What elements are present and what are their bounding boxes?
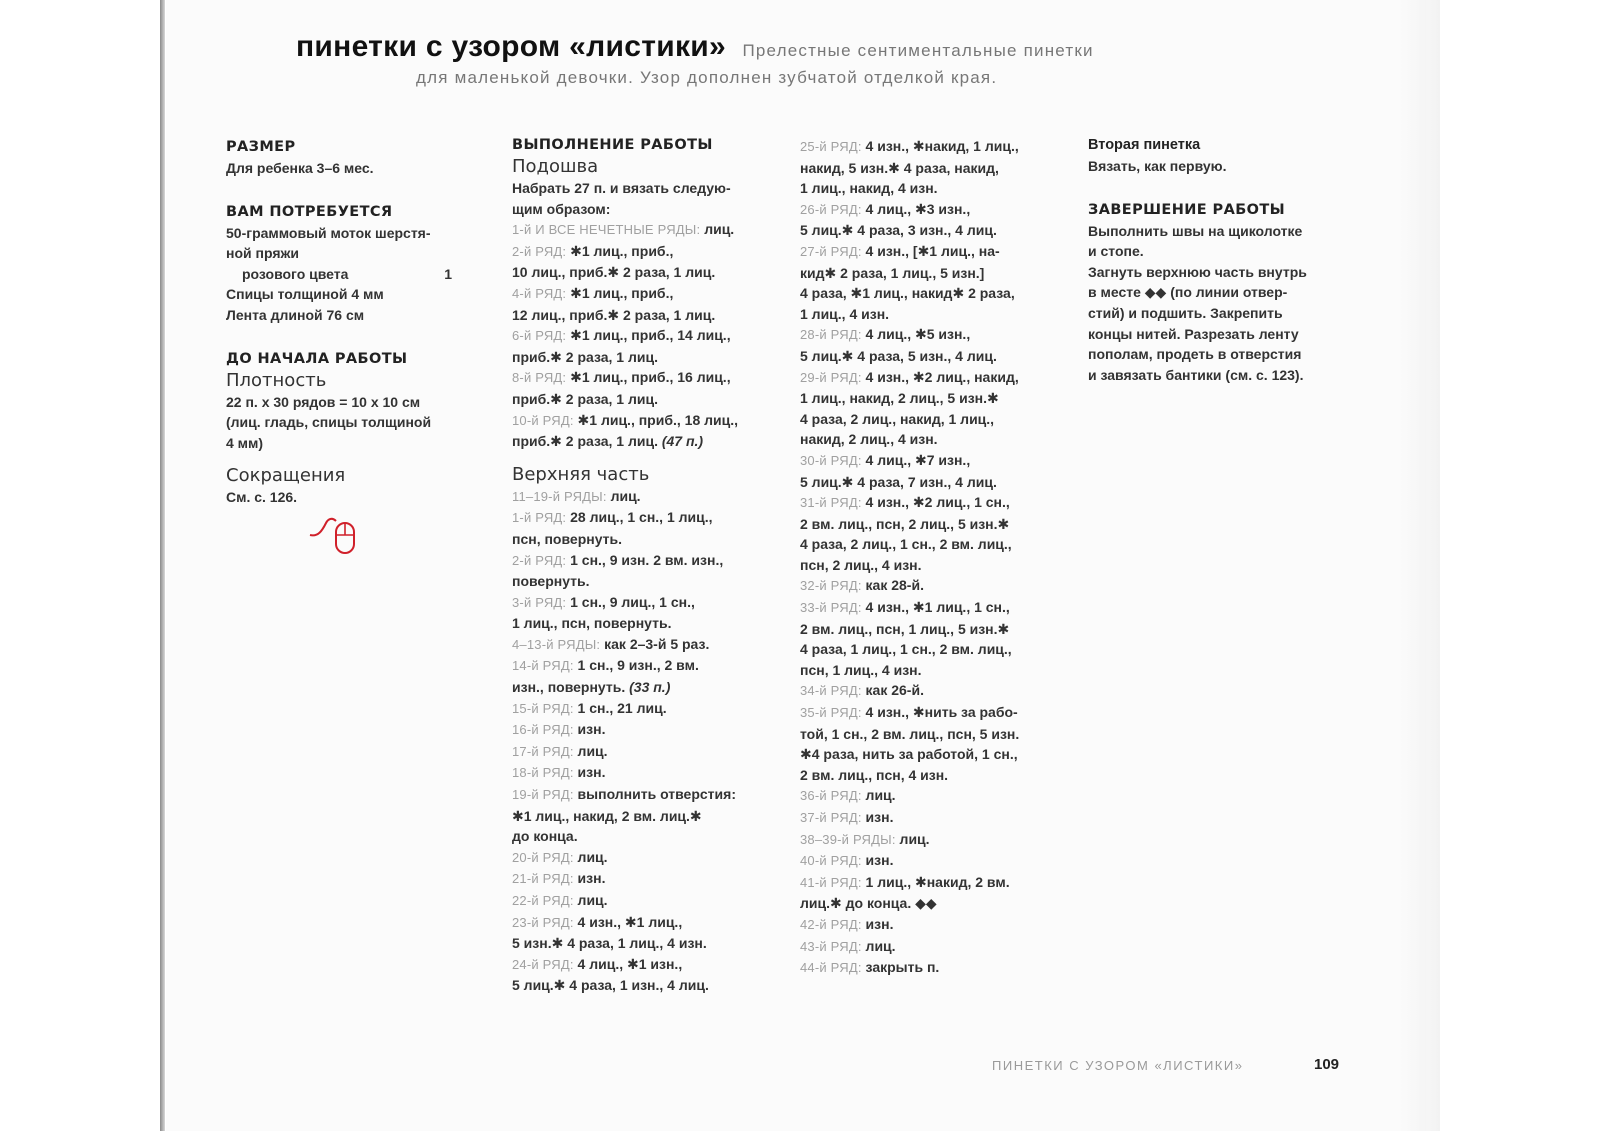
row-text: изн. [865, 915, 894, 932]
instruction-row [800, 429, 1070, 450]
instruction-row [800, 936, 1070, 958]
row-text: изн. [577, 870, 606, 887]
page-edge-shade [1400, 0, 1440, 1131]
row-label: 3-й РЯД: [512, 594, 567, 610]
upper-rows [512, 486, 782, 996]
row-label: 37-й РЯД: [800, 810, 862, 825]
instruction-row [512, 741, 782, 763]
instruction-row [512, 431, 782, 452]
row-text: изн. [865, 852, 894, 869]
sole-intro: щим образом: [512, 200, 611, 217]
row-text: 4 лиц., ✱3 изн., [865, 200, 971, 217]
row-text: лиц. [865, 787, 896, 804]
instruction-row [800, 724, 1070, 745]
row-text: изн., повернуть. [512, 679, 626, 696]
row-text: 5 лиц.✱ 4 раза, 1 изн., 4 лиц. [512, 977, 709, 994]
instruction-row [512, 529, 782, 550]
yarn-quantity: 1 [444, 265, 452, 282]
book-spine-shadow [160, 0, 165, 1131]
row-label: 10-й РЯД: [512, 412, 574, 428]
row-text: 5 изн.✱ 4 раза, 1 лиц., 4 изн. [512, 935, 707, 952]
finishing-line: стий) и подшить. Закрепить [1088, 304, 1283, 321]
instruction-row [512, 847, 782, 869]
instruction-row [800, 534, 1070, 555]
row-text: 2 вм. лиц., псн, 1 лиц., 5 изн.✱ [800, 620, 1010, 637]
instruction-row [800, 472, 1070, 493]
density-text: 22 п. х 30 рядов = 10 х 10 см [226, 393, 421, 410]
row-label: 22-й РЯД: [512, 893, 574, 908]
row-text: лиц. [899, 830, 930, 847]
instruction-row [800, 893, 1070, 914]
instruction-row [800, 957, 1070, 979]
row-text: 4 изн., ✱нить за рабо- [865, 704, 1018, 721]
row-text: выполнить отверстия: [577, 786, 736, 803]
row-label: 32-й РЯД: [800, 578, 862, 594]
row-label: 1-й РЯД: [512, 510, 567, 526]
row-text: ✱1 лиц., приб., 14 лиц., [570, 327, 731, 344]
row-label: 33-й РЯД: [800, 600, 862, 616]
density-text: 4 мм) [226, 434, 264, 451]
row-label: 18-й РЯД: [512, 765, 574, 781]
instruction-row [512, 283, 782, 305]
row-label: 43-й РЯД: [800, 938, 862, 954]
instruction-row [512, 826, 782, 847]
instruction-row [800, 324, 1070, 346]
row-text: 10 лиц., приб.✱ 2 раза, 1 лиц. [512, 264, 716, 281]
row-text: псн, повернуть. [512, 530, 623, 547]
page-title: пинетки с узором «листики» [296, 30, 726, 63]
row-text: изн. [577, 721, 606, 738]
finishing-line: пополам, продеть в отверстия [1088, 346, 1302, 363]
mouse-pointer-icon [308, 511, 360, 559]
row-label: 23-й РЯД: [512, 914, 574, 930]
column-materials [226, 136, 476, 508]
row-text: ✱1 лиц., приб., 18 лиц., [577, 411, 739, 428]
finishing-line: Выполнить швы на щиколотке [1088, 222, 1303, 239]
instruction-row [800, 872, 1070, 894]
row-text: изн. [577, 764, 606, 781]
instruction-row [800, 388, 1070, 409]
row-label: 38–39-й РЯДЫ: [800, 831, 896, 847]
instruction-row [512, 550, 782, 572]
upper-rows-continued [800, 136, 1070, 979]
row-text: изн. [865, 809, 894, 825]
row-text: 1 лиц., накид, 2 лиц., 5 изн.✱ [800, 390, 999, 407]
row-text: лиц. [577, 848, 608, 865]
row-label: 15-й РЯД: [512, 700, 574, 716]
row-text: псн, 2 лиц., 4 изн. [800, 556, 922, 573]
second-bootee-text: Вязать, как первую. [1088, 158, 1227, 174]
row-label: 35-й РЯД: [800, 705, 862, 721]
instruction-row [512, 912, 782, 934]
instruction-row [800, 158, 1070, 179]
instruction-row [800, 220, 1070, 241]
instruction-row [512, 486, 782, 508]
row-label: 16-й РЯД: [512, 722, 574, 738]
instruction-row [800, 450, 1070, 472]
instruction-row [800, 744, 1070, 765]
row-text: лиц. [577, 742, 608, 759]
instruction-row [800, 597, 1070, 619]
row-text: 4 раза, 2 лиц., накид, 1 лиц., [800, 410, 995, 427]
instruction-row [512, 347, 782, 368]
instruction-row [800, 514, 1070, 535]
row-text: приб.✱ 2 раза, 1 лиц. [512, 390, 658, 407]
instruction-row [512, 592, 782, 614]
row-label: 30-й РЯД: [800, 452, 862, 468]
row-label: 26-й РЯД: [800, 201, 862, 217]
sole-intro: Набрать 27 п. и вязать следую- [512, 180, 731, 196]
row-text: 1 лиц., псн, повернуть. [512, 615, 672, 632]
intro-text-line-2: для маленькой девочки. Узор дополнен зубчатой отделкой края. [416, 68, 998, 87]
row-text: 2 вм. лиц., псн, 2 лиц., 5 изн.✱ [800, 515, 1010, 532]
row-label: 31-й РЯД: [800, 495, 862, 511]
row-label: 29-й РЯД: [800, 369, 862, 385]
finishing-line: и завязать бантики (см. с. 123). [1088, 366, 1304, 383]
row-text: 1 сн., 21 лиц. [577, 699, 667, 716]
row-text: ✱1 лиц., приб., [570, 242, 674, 259]
instruction-row [512, 655, 782, 677]
abbreviations-heading: Сокращения [226, 465, 346, 487]
row-text: 4 лиц., ✱1 изн., [577, 955, 683, 972]
row-label: 19-й РЯД: [512, 787, 574, 803]
instruction-row [800, 367, 1070, 389]
row-text: как 28-й. [865, 577, 924, 594]
materials-item [226, 264, 452, 285]
size-heading: РАЗМЕР [226, 139, 296, 155]
instruction-row [800, 765, 1070, 786]
row-text: приб.✱ 2 раза, 1 лиц. [512, 348, 658, 365]
row-text: 4 лиц., ✱5 изн., [865, 326, 971, 343]
instruction-row [800, 283, 1070, 304]
row-text: 4 изн., ✱2 лиц., 1 сн., [865, 494, 1010, 511]
row-text: лиц. [865, 937, 896, 954]
instruction-row [512, 634, 782, 656]
page-header [296, 30, 1276, 88]
row-text: ✱4 раза, нить за работой, 1 сн., [800, 746, 1018, 763]
row-label: 4-й РЯД: [512, 285, 567, 301]
instruction-row [800, 304, 1070, 325]
row-text: псн, 1 лиц., 4 изн. [800, 661, 922, 678]
instruction-row [512, 677, 782, 698]
row-text: накид, 2 лиц., 4 изн. [800, 431, 938, 448]
row-text: приб.✱ 2 раза, 1 лиц. [512, 433, 658, 450]
finishing-text [1088, 221, 1358, 386]
finishing-line: Загнуть верхнюю часть внутрь [1088, 263, 1307, 280]
instruction-row [512, 719, 782, 741]
instruction-row [512, 698, 782, 720]
row-text: ✱1 лиц., приб., [570, 284, 674, 301]
stitch-count-note: (47 п.) [661, 433, 704, 450]
materials-heading: ВАМ ПОТРЕБУЕТСЯ [226, 203, 393, 220]
materials-item: Лента длиной 76 см [226, 306, 365, 323]
instruction-row [800, 807, 1070, 829]
instruction-row [800, 914, 1070, 936]
row-text: повернуть. [512, 573, 590, 590]
row-label: 2-й РЯД: [512, 552, 567, 568]
materials-item: 50-граммовый моток шерстя- [226, 224, 431, 241]
materials-item: Спицы толщиной 4 мм [226, 286, 384, 303]
finishing-heading: ЗАВЕРШЕНИЕ РАБОТЫ [1088, 201, 1286, 218]
instruction-row [800, 241, 1070, 263]
finishing-line: концы нитей. Разрезать ленту [1088, 325, 1299, 342]
instruction-row [800, 850, 1070, 872]
row-text: как 2–3-й 5 раз. [604, 635, 710, 652]
row-label: 2-й РЯД: [512, 243, 567, 259]
row-label: 40-й РЯД: [800, 853, 862, 869]
instruction-row [512, 325, 782, 347]
instruction-row [512, 367, 782, 389]
upper-part-heading: Верхняя часть [512, 463, 650, 485]
row-text: кид✱ 2 раза, 1 лиц., 5 изн.] [800, 264, 985, 281]
instruction-row [800, 639, 1070, 660]
density-text: (лиц. гладь, спицы толщиной [226, 414, 432, 431]
instruction-row [512, 389, 782, 410]
column-finishing [1088, 134, 1358, 385]
row-label: 44-й РЯД: [800, 960, 862, 976]
row-text: 28 лиц., 1 сн., 1 лиц., [570, 509, 713, 526]
abbreviations-text: См. с. 126. [226, 489, 298, 506]
instruction-row [512, 784, 782, 806]
row-text: 4 изн., ✱2 лиц., накид, [865, 368, 1019, 385]
row-text: закрыть п. [865, 959, 940, 976]
row-text: ✱1 лиц., приб., 16 лиц., [570, 369, 731, 386]
instruction-row [512, 571, 782, 592]
row-text: 2 вм. лиц., псн, 4 изн. [800, 766, 949, 783]
row-text: 1 лиц., 4 изн. [800, 305, 890, 322]
instruction-row [800, 660, 1070, 681]
work-heading: ВЫПОЛНЕНИЕ РАБОТЫ [512, 137, 713, 153]
instruction-row [512, 410, 782, 432]
row-text: той, 1 сн., 2 вм. лиц., псн, 5 изн. [800, 725, 1020, 742]
instruction-row [512, 219, 782, 241]
row-text: 4 раза, 1 лиц., 1 сн., 2 вм. лиц., [800, 641, 1012, 658]
instruction-row [800, 829, 1070, 851]
running-title: ПИНЕТКИ С УЗОРОМ «ЛИСТИКИ» [992, 1058, 1244, 1073]
row-text: 5 лиц.✱ 4 раза, 3 изн., 4 лиц. [800, 222, 997, 239]
instruction-row [800, 409, 1070, 430]
row-text: 5 лиц.✱ 4 раза, 5 изн., 4 лиц. [800, 347, 997, 364]
row-label: 17-й РЯД: [512, 743, 574, 759]
row-label: 24-й РЯД: [512, 956, 574, 972]
instruction-row [800, 263, 1070, 284]
row-label: 20-й РЯД: [512, 849, 574, 865]
page-number: 109 [1314, 1056, 1340, 1073]
instruction-row [800, 178, 1070, 199]
column-instructions-1 [512, 134, 782, 996]
instruction-row [512, 954, 782, 976]
instruction-row [800, 619, 1070, 640]
row-text: 4 изн., [✱1 лиц., на- [865, 242, 1000, 259]
column-instructions-2 [800, 136, 1070, 979]
stitch-count-note: (33 п.) [629, 679, 671, 696]
row-text: 12 лиц., приб.✱ 2 раза, 1 лиц. [512, 306, 716, 323]
instruction-row [800, 680, 1070, 702]
row-label: 28-й РЯД: [800, 327, 862, 343]
instruction-row [512, 890, 782, 912]
instruction-row [512, 613, 782, 634]
instruction-row [512, 305, 782, 326]
row-text: 1 сн., 9 изн., 2 вм. [577, 657, 699, 674]
row-label: 6-й РЯД: [512, 328, 567, 344]
row-text: лиц. [577, 892, 608, 908]
sole-heading: Подошва [512, 156, 599, 177]
second-bootee-heading: Вторая пинетка [1088, 137, 1201, 153]
row-text: 1 сн., 9 лиц., 1 сн., [570, 593, 695, 610]
materials-item: ной пряжи [226, 245, 300, 262]
row-label: 27-й РЯД: [800, 243, 862, 259]
row-text: 1 лиц., ✱накид, 2 вм. [865, 873, 1010, 890]
instruction-row [800, 346, 1070, 367]
instruction-row [800, 575, 1070, 597]
instruction-row [512, 868, 782, 890]
instruction-row [512, 762, 782, 784]
density-heading: Плотность [226, 369, 327, 391]
instruction-row [800, 136, 1070, 158]
row-label: 4–13-й РЯДЫ: [512, 636, 601, 652]
row-text: 4 изн., ✱1 лиц., [577, 913, 683, 930]
row-label: 8-й РЯД: [512, 370, 567, 386]
intro-text-line-1: Прелестные сентиментальные пинетки [742, 41, 1094, 60]
yarn-color-label: розового цвета [242, 265, 349, 282]
size-text: Для ребенка 3–6 мес. [226, 160, 374, 176]
instruction-row [800, 199, 1070, 221]
row-label: 42-й РЯД: [800, 916, 862, 932]
instruction-row [512, 975, 782, 996]
instruction-row [800, 492, 1070, 514]
sole-rows [512, 219, 782, 452]
row-text: 1 лиц., накид, 4 изн. [800, 180, 938, 197]
row-label: 34-й РЯД: [800, 683, 862, 699]
row-text: лиц. [704, 221, 735, 238]
instruction-row [512, 262, 782, 283]
instruction-row [800, 785, 1070, 807]
row-text: ✱1 лиц., накид, 2 вм. лиц.✱ [512, 807, 702, 824]
row-label: 36-й РЯД: [800, 788, 862, 804]
row-label: 11–19-й РЯДЫ: [512, 488, 607, 504]
row-label: 1-й И ВСЕ НЕЧЕТНЫЕ РЯДЫ: [512, 222, 701, 238]
instruction-row [512, 241, 782, 263]
row-text: 4 раза, 2 лиц., 1 сн., 2 вм. лиц., [800, 536, 1012, 553]
row-text: 4 раза, ✱1 лиц., накид✱ 2 раза, [800, 285, 1015, 302]
row-text: лиц.✱ до конца. ◆◆ [800, 895, 937, 912]
page-margin [0, 0, 162, 1131]
finishing-line: и стопе. [1088, 243, 1144, 260]
instruction-row [512, 933, 782, 954]
row-text: 4 лиц., ✱7 изн., [865, 451, 971, 468]
row-label: 41-й РЯД: [800, 874, 862, 890]
instruction-row [800, 702, 1070, 724]
instruction-row [800, 555, 1070, 576]
instruction-row [512, 806, 782, 827]
finishing-line: в месте ◆◆ (по линии отвер- [1088, 284, 1288, 301]
row-label: 21-й РЯД: [512, 871, 574, 887]
row-text: 4 изн., ✱1 лиц., 1 сн., [865, 599, 1010, 616]
instruction-row [512, 507, 782, 529]
row-text: лиц. [610, 487, 641, 504]
before-start-heading: ДО НАЧАЛА РАБОТЫ [226, 350, 408, 367]
row-text: до конца. [512, 828, 578, 845]
row-label: 25-й РЯД: [800, 139, 862, 154]
row-text: как 26-й. [865, 682, 924, 699]
row-label: 14-й РЯД: [512, 658, 574, 674]
row-text: 4 изн., ✱накид, 1 лиц., [865, 138, 1019, 154]
row-text: 5 лиц.✱ 4 раза, 7 изн., 4 лиц. [800, 473, 997, 490]
row-text: накид, 5 изн.✱ 4 раза, накид, [800, 159, 999, 176]
row-text: 1 сн., 9 изн. 2 вм. изн., [570, 551, 724, 568]
